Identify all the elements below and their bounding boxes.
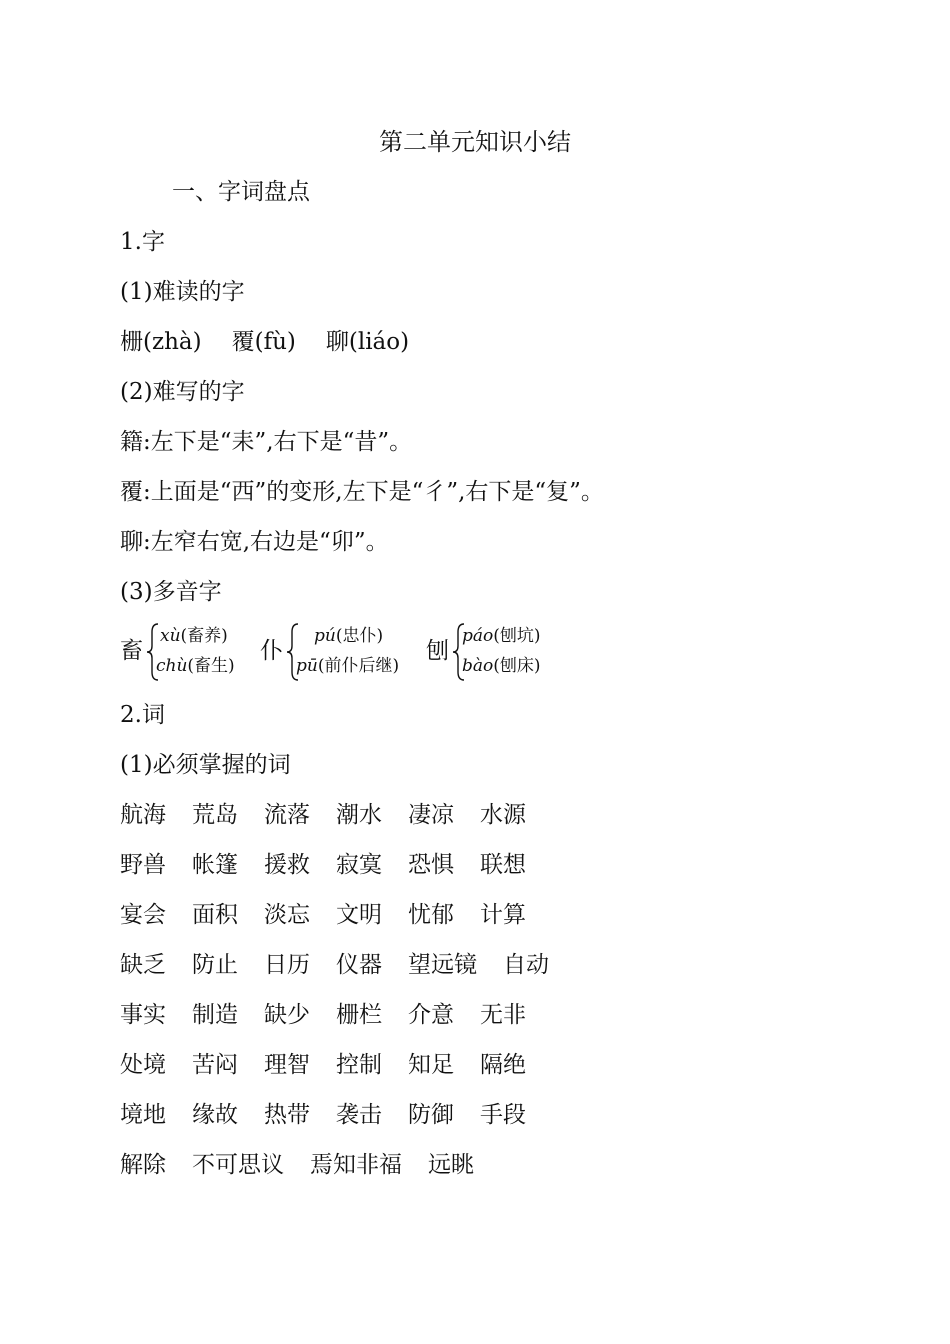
polyphone-heading: (3)多音字	[120, 579, 222, 605]
vocab-word: 远眺	[428, 1152, 474, 1178]
hard-write-line: 覆:上面是“西”的变形,左下是“彳”,右下是“复”。	[120, 479, 604, 505]
vocab-word: 野兽	[120, 852, 166, 878]
hard-read-item: 栅(zhà)	[120, 329, 202, 355]
polyphone-reading	[296, 654, 399, 678]
polyphone-char: 刨	[426, 638, 449, 664]
pinyin: chù	[156, 656, 188, 676]
hard-read-item: 覆(fù)	[231, 329, 296, 355]
vocab-word: 隔绝	[480, 1052, 526, 1078]
word-row	[120, 898, 552, 932]
hard-write-line: 聊:左窄右宽,右边是“卯”。	[120, 529, 389, 555]
vocab-word: 航海	[120, 802, 166, 828]
polyphone-reading	[160, 624, 228, 648]
vocab-word: 恐惧	[408, 852, 454, 878]
vocab-word: 热带	[264, 1102, 310, 1128]
word-row	[120, 948, 575, 982]
example-word: (刨床)	[493, 656, 541, 676]
polyphone-char: 仆	[260, 638, 283, 664]
section-heading: 一、字词盘点	[172, 179, 310, 205]
vocab-word: 袭击	[336, 1102, 382, 1128]
hard-read-item: 聊(liáo)	[325, 329, 410, 355]
vocab-word: 荒岛	[192, 802, 238, 828]
vocab-word: 控制	[336, 1052, 382, 1078]
polyphone-reading	[462, 624, 541, 648]
polyphone-reading	[462, 654, 541, 678]
pinyin: pū	[296, 656, 318, 676]
vocab-word: 手段	[480, 1102, 526, 1128]
vocab-word: 缺少	[264, 1002, 310, 1028]
words-heading: 2.词	[120, 702, 165, 728]
hard-write-heading: (2)难写的字	[120, 379, 245, 405]
vocab-word: 寂寞	[336, 852, 382, 878]
vocab-word: 知足	[408, 1052, 454, 1078]
word-row	[120, 848, 552, 882]
vocab-word: 水源	[480, 802, 526, 828]
vocab-word: 淡忘	[264, 902, 310, 928]
vocab-word: 联想	[480, 852, 526, 878]
vocab-word: 防御	[408, 1102, 454, 1128]
hard-write-line: 籍:左下是“耒”,右下是“昔”。	[120, 429, 413, 455]
vocab-word: 防止	[192, 952, 238, 978]
polyphone-reading	[314, 624, 383, 648]
vocab-word: 缺乏	[120, 952, 166, 978]
vocab-word: 焉知非福	[310, 1152, 402, 1178]
chars-heading: 1.字	[120, 229, 165, 255]
pinyin: páo	[462, 626, 494, 646]
vocab-word: 凄凉	[408, 802, 454, 828]
vocab-word: 解除	[120, 1152, 166, 1178]
pinyin: bào	[462, 656, 494, 676]
vocab-word: 境地	[120, 1102, 166, 1128]
vocab-word: 宴会	[120, 902, 166, 928]
polyphone-char: 畜	[120, 638, 143, 664]
vocab-word: 面积	[192, 902, 238, 928]
vocab-word: 忧郁	[408, 902, 454, 928]
vocab-word: 计算	[480, 902, 526, 928]
hard-read-heading: (1)难读的字	[120, 279, 245, 305]
vocab-word: 制造	[192, 1002, 238, 1028]
vocab-word: 自动	[503, 952, 549, 978]
vocab-word: 仪器	[336, 952, 382, 978]
vocab-word: 日历	[264, 952, 310, 978]
word-row	[120, 1098, 552, 1132]
pinyin: pú	[314, 626, 336, 646]
hard-read-items	[120, 325, 435, 359]
page-title: 第二单元知识小结	[379, 128, 571, 156]
word-row	[120, 1148, 500, 1182]
vocab-word: 介意	[408, 1002, 454, 1028]
vocab-word: 帐篷	[192, 852, 238, 878]
vocab-word: 苦闷	[192, 1052, 238, 1078]
vocab-word: 无非	[480, 1002, 526, 1028]
vocab-word: 潮水	[336, 802, 382, 828]
vocab-word: 事实	[120, 1002, 166, 1028]
vocab-word: 处境	[120, 1052, 166, 1078]
example-word: (刨坑)	[493, 626, 541, 646]
vocab-word: 栅栏	[336, 1002, 382, 1028]
pinyin: xù	[160, 626, 181, 646]
must-master-heading: (1)必须掌握的词	[120, 752, 291, 778]
vocab-word: 援救	[264, 852, 310, 878]
vocab-word: 不可思议	[192, 1152, 284, 1178]
polyphone-reading	[156, 654, 235, 678]
word-row	[120, 998, 552, 1032]
vocab-word: 文明	[336, 902, 382, 928]
vocab-word: 缘故	[192, 1102, 238, 1128]
vocab-word: 理智	[264, 1052, 310, 1078]
example-word: (忠仆)	[335, 626, 384, 646]
vocab-word: 望远镜	[408, 952, 477, 978]
polyphone-list	[120, 620, 820, 684]
example-word: (畜生)	[187, 656, 235, 676]
vocab-word: 流落	[264, 802, 310, 828]
word-row	[120, 798, 552, 832]
example-word: (前仆后继)	[317, 656, 400, 676]
example-word: (畜养)	[180, 626, 228, 646]
word-row	[120, 1048, 552, 1082]
